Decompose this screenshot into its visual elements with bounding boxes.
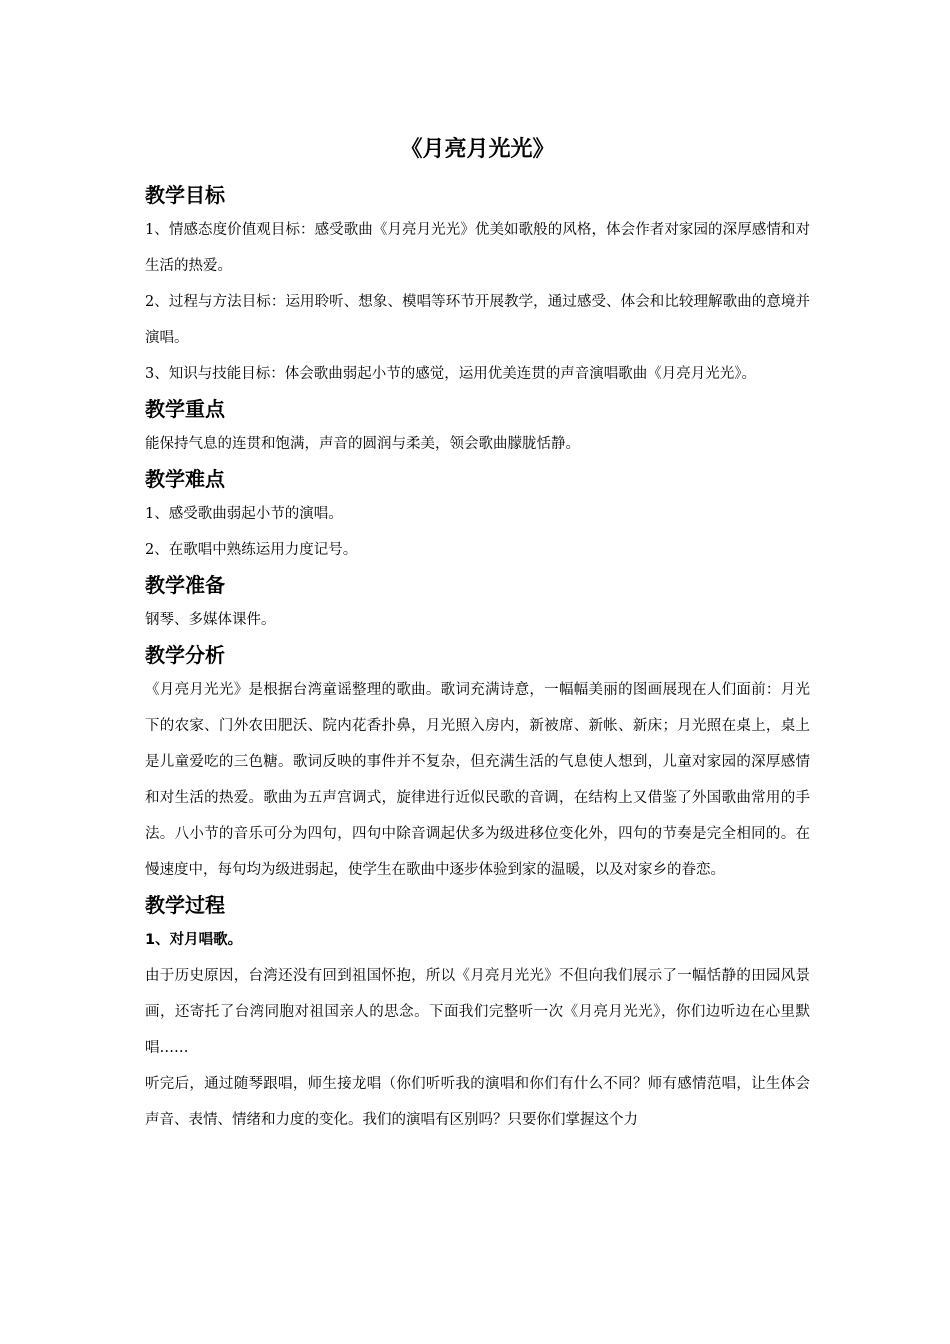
section-analysis xyxy=(145,638,810,888)
paragraph: 由于历史原因，台湾还没有回到祖国怀抱，所以《月亮月光光》不但向我们展示了一幅恬静的田园风景画，还寄托了台湾同胞对祖国亲人的思念。下面我们完整听一次《月亮月光光》，你们边听边在心里默唱…… xyxy=(145,968,810,1056)
document-page xyxy=(145,128,810,1138)
paragraph: 2、过程与方法目标：运用聆听、想象、模唱等环节开展教学，通过感受、体会和比较理解歌曲的意境并演唱。 xyxy=(145,294,810,346)
section-difficulties xyxy=(145,462,810,568)
section-heading: 教学分析 xyxy=(145,643,225,667)
document-title: 《月亮月光光》 xyxy=(400,137,555,162)
sub-heading: 1、对月唱歌。 xyxy=(145,932,243,948)
paragraph: 能保持气息的连贯和饱满，声音的圆润与柔美，领会歌曲朦胧恬静。 xyxy=(145,436,580,452)
section-objectives xyxy=(145,178,810,392)
paragraph: 3、知识与技能目标：体会歌曲弱起小节的感觉，运用优美连贯的声音演唱歌曲《月亮月光光》。 xyxy=(145,366,756,382)
paragraph: 《月亮月光光》是根据台湾童谣整理的歌曲。歌词充满诗意，一幅幅美丽的图画展现在人们面前：月光下的农家、门外农田肥沃、院内花香扑鼻，月光照入房内，新被席、新帐、新床；月光照在桌上，桌上是儿童爱吃的三色糖。歌词反映的事件并不复杂，但充满生活的气息使人想到，儿童对家园的深厚感情和对生活的热爱。歌曲为五声宫调式，旋律进行近似民歌的音调，在结构上又借鉴了外国歌曲常用的手法。八小节的音乐可分为四句，四句中除音调起伏多为级进移位变化外，四句的节奏是完全相同的。在慢速度中，每句均为级进弱起，使学生在歌曲中逐步体验到家的温暖，以及对家乡的眷恋。 xyxy=(145,682,810,878)
paragraph: 听完后，通过随琴跟唱，师生接龙唱（你们听听我的演唱和你们有什么不同？师有感情范唱，让生体会声音、表情、情绪和力度的变化。我们的演唱有区别吗？只要你们掌握这个力 xyxy=(145,1076,810,1128)
section-heading: 教学目标 xyxy=(145,183,225,207)
section-heading: 教学准备 xyxy=(145,573,225,597)
paragraph: 钢琴、多媒体课件。 xyxy=(145,612,276,628)
section-process xyxy=(145,888,810,1138)
paragraph: 1、感受歌曲弱起小节的演唱。 xyxy=(145,506,343,522)
section-key-points xyxy=(145,392,810,462)
paragraph: 2、在歌唱中熟练运用力度记号。 xyxy=(145,542,358,558)
section-preparation xyxy=(145,568,810,638)
section-heading: 教学难点 xyxy=(145,467,225,491)
section-heading: 教学过程 xyxy=(145,893,225,917)
paragraph: 1、情感态度价值观目标：感受歌曲《月亮月光光》优美如歌般的风格，体会作者对家园的深厚感情和对生活的热爱。 xyxy=(145,222,810,274)
section-heading: 教学重点 xyxy=(145,397,225,421)
